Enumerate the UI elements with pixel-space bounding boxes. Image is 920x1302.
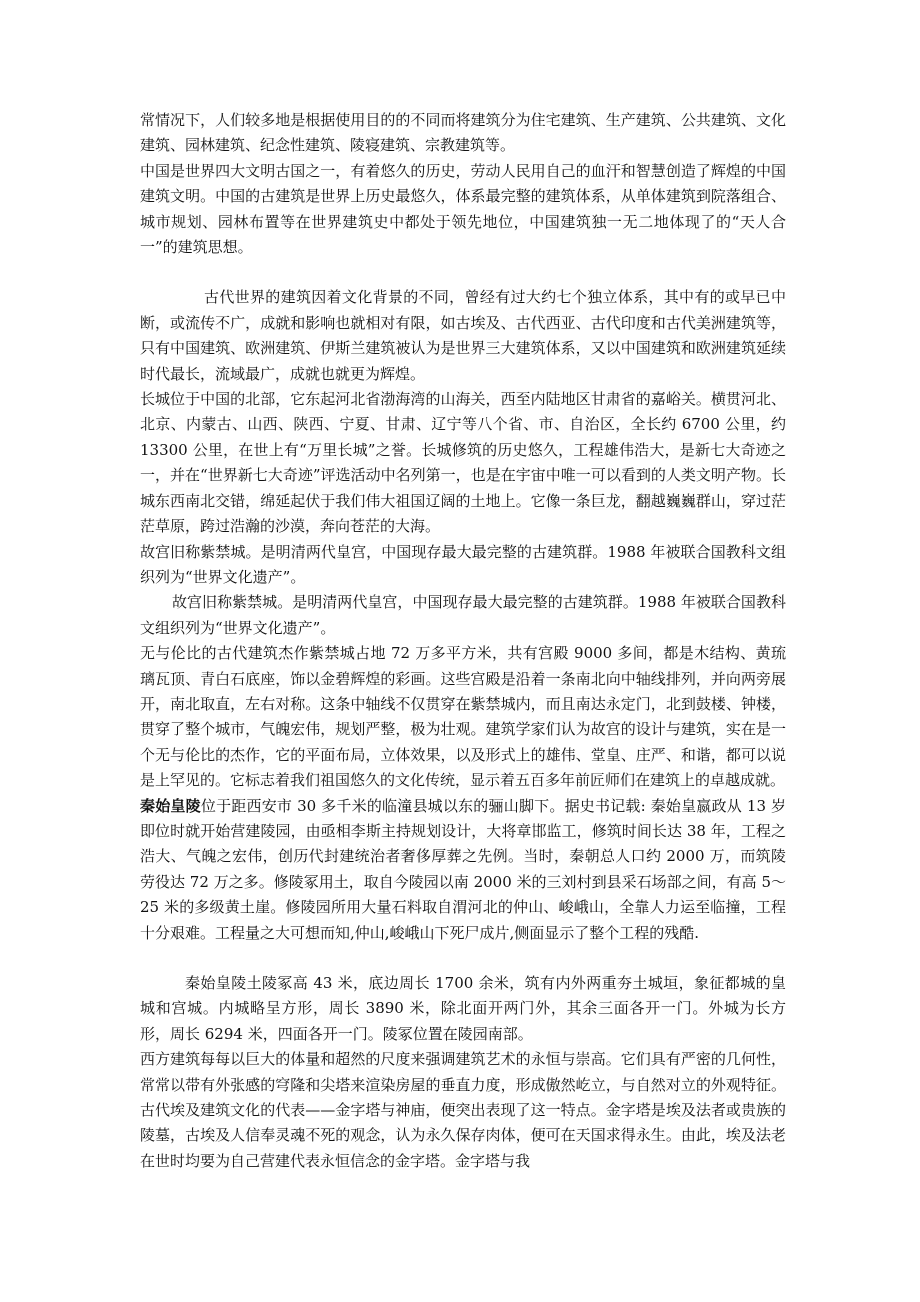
paragraph-chinese-civilization: 中国是世界四大文明古国之一，有着悠久的历史，劳动人民用自己的血汗和智慧创造了辉煌的中国建筑文明。中国的古建筑是世界上历史最悠久，体系最完整的建筑体系，从单体建筑到院落组合、城市规划、园林布置等在世界建筑史中都处于领先地位，中国建筑独一无二地体现了的“天人合一”的建筑思想。 xyxy=(140,161,786,257)
paragraph-building-types: 常情况下，人们较多地是根据使用目的的不同而将建筑分为住宅建筑、生产建筑、公共建筑、文化建筑、园林建筑、纪念性建筑、陵寝建筑、宗教建筑等。 xyxy=(140,111,786,155)
paragraph-western-architecture: 西方建筑每每以巨大的体量和超然的尺度来强调建筑艺术的永恒与崇高。它们具有严密的几何性，常常以带有外张感的穹隆和尖塔来渲染房屋的垂直力度，形成傲然屹立，与自然对立的外观特征。古代埃及建筑文化的代表——金字塔与神庙，便突出表现了这一特点。金字塔是埃及法者或贵族的陵墓，古埃及人信奉灵魂不死的观念，认为永久保存肉体，便可在天国求得永生。由此，埃及法老在世时均要为自己营建代表永恒信念的金字塔。金字塔与我 xyxy=(140,1050,786,1170)
paragraph-forbidden-city-repeat: 故宫旧称紫禁城。是明清两代皇宫，中国现存最大最完整的古建筑群。1988 年被联合国教科文组织列为“世界文化遗产”。 xyxy=(140,593,786,637)
qin-mausoleum-heading: 秦始皇陵 xyxy=(140,796,201,815)
qin-mausoleum-text: 位于距西安市 30 多千米的临潼县城以东的骊山脚下。据史书记载: 秦始皇嬴政从 13 岁即位时就开始营建陵园，由亟相李斯主持规划设计，大将章邯监工，修筑时间长达 38 年，工程之浩大、气魄之宏伟，创历代封建统治者奢侈厚葬之先例。当时，秦朝总人口约 2000 万，而筑陵劳役达 72 万之多。修陵冢用土，取自今陵园以南 2000 米的三刘村到县采石场部之间，有高 5～25 米的多级黄土崖。修陵园所用大量石料取自渭河北的仲山、峻峨山，全靠人力运至临撞，工程十分艰难。工程量之大可想而知,仲山,峻峨山下死尸成片,侧面显示了整个工程的残酷. xyxy=(140,796,786,942)
paragraph-world-systems: 古代世界的建筑因着文化背景的不同，曾经有过大约七个独立体系，其中有的或早已中断，或流传不广，成就和影响也就相对有限，如古埃及、古代西亚、古代印度和古代美洲建筑等，只有中国建筑、欧洲建筑、伊斯兰建筑被认为是世界三大建筑体系，又以中国建筑和欧洲建筑延续时代最长，流域最广，成就也就更为辉煌。 xyxy=(140,288,786,383)
paragraph-forbidden-city: 故宫旧称紫禁城。是明清两代皇宫，中国现存最大最完整的古建筑群。1988 年被联合国教科文组织列为“世界文化遗产”。 xyxy=(140,542,786,586)
paragraph-qin-mausoleum xyxy=(140,794,786,946)
document-body xyxy=(140,108,786,1174)
paragraph-palace-layout: 无与伦比的古代建筑杰作紫禁城占地 72 万多平方米，共有宫殿 9000 多间，都是木结构、黄琉璃瓦顶、青白石底座，饰以金碧辉煌的彩画。这些宫殿是沿着一条南北向中轴线排列，并向两旁展开，南北取直，左右对称。这条中轴线不仅贯穿在紫禁城内，而且南达永定门，北到鼓楼、钟楼，贯穿了整个城市，气魄宏伟，规划严整，极为壮观。建筑学家们认为故宫的设计与建筑，实在是一个无与伦比的杰作，它的平面布局，立体效果，以及形式上的雄伟、堂皇、庄严、和谐，都可以说是上罕见的。它标志着我们祖国悠久的文化传统，显示着五百多年前匠师们在建筑上的卓越成就。 xyxy=(140,644,786,790)
paragraph-great-wall: 长城位于中国的北部，它东起河北省渤海湾的山海关，西至内陆地区甘肃省的嘉峪关。横贯河北、北京、内蒙古、山西、陕西、宁夏、甘肃、辽宁等八个省、市、自治区，全长约 6700 公里，约 13300 公里，在世上有“万里长城”之誉。长城修筑的历史悠久，工程雄伟浩大，是新七大奇迹之一，并在“世界新七大奇迹”评选活动中名列第一，也是在宇宙中唯一可以看到的人类文明产物。长城东西南北交错，绵延起伏于我们伟大祖国辽阔的土地上。它像一条巨龙，翻越巍巍群山，穿过茫茫草原，跨过浩瀚的沙漠，奔向苍茫的大海。 xyxy=(140,390,786,536)
paragraph-mausoleum-mound: 秦始皇陵土陵冢高 43 米，底边周长 1700 余米，筑有内外两重夯土城垣，象征都城的皇城和宫城。内城略呈方形，周长 3890 米，除北面开两门外，其余三面各开一门。外城为长方 形，周长 6294 米，四面各开一门。陵冢位置在陵园南部。 xyxy=(140,974,786,1043)
